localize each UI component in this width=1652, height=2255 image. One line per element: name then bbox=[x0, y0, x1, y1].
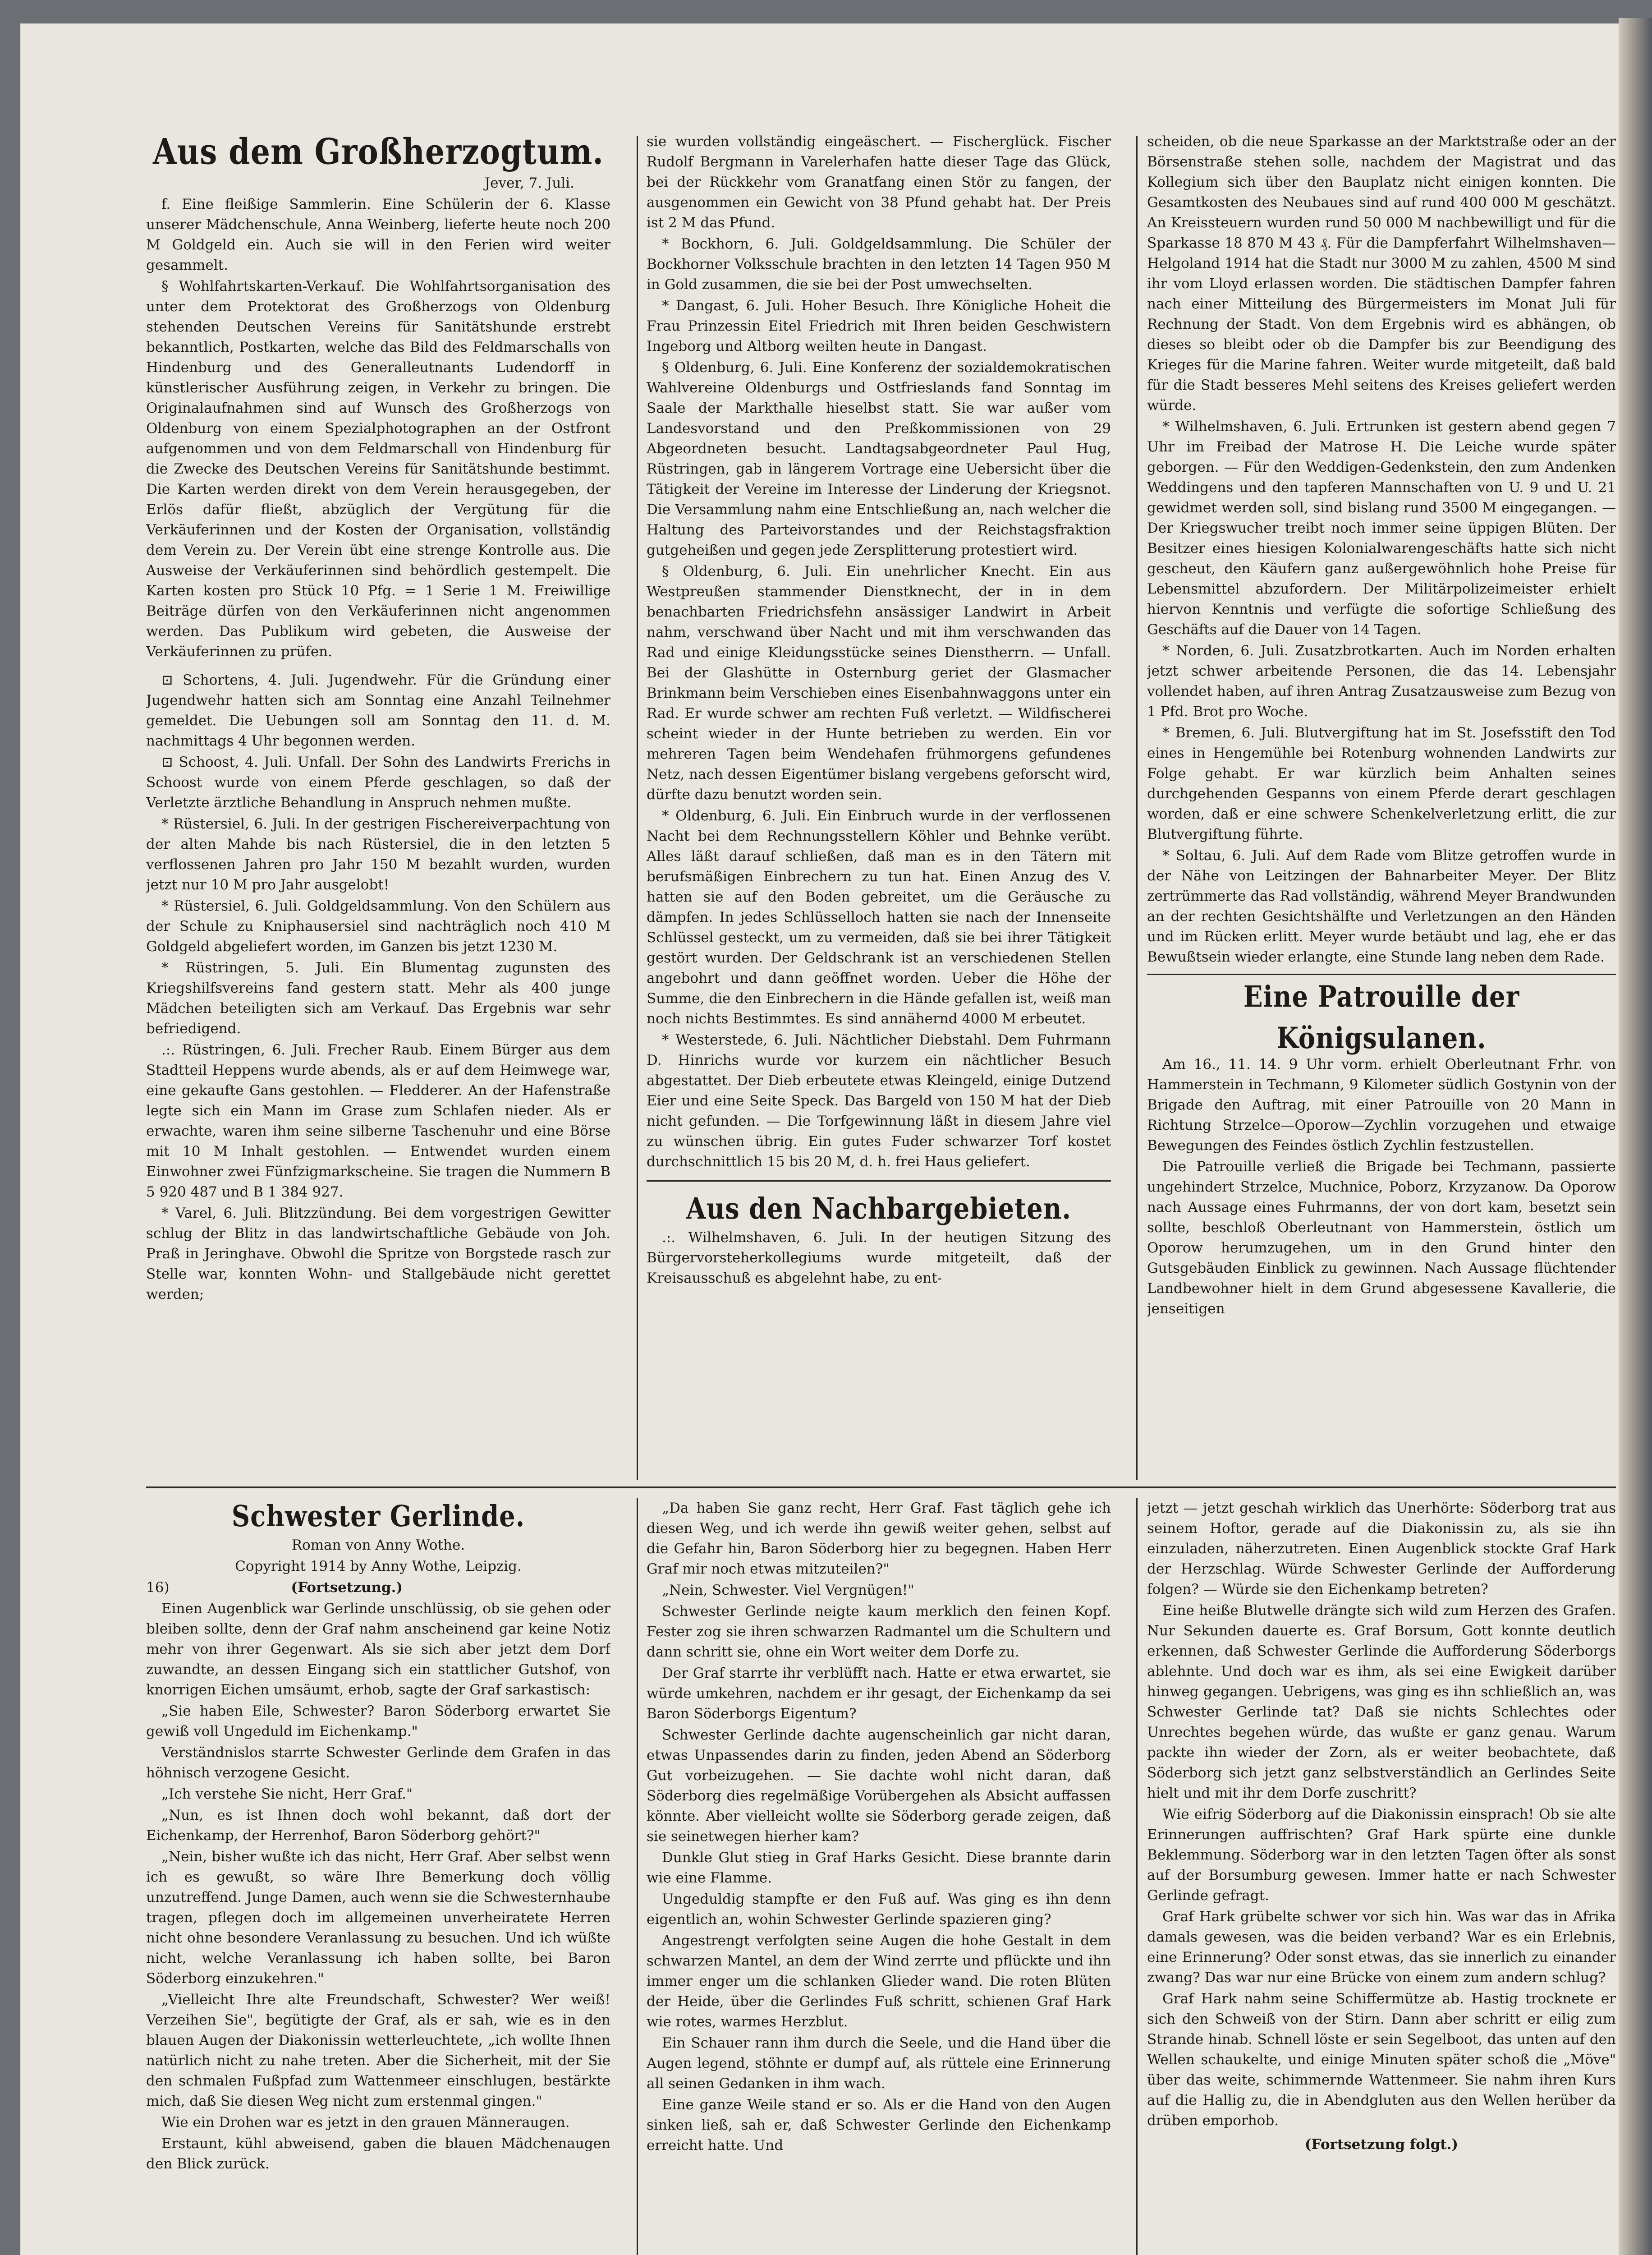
serial-paragraph: Graf Hark nahm seine Schiffermütze ab. Hastig trocknete er sich den Schweiß von der Stirn. Dann aber schritt er eilig zum Strande hinab. Schnell löste er sein Segelboot, das unten auf den Wellen schaukelte, und einige Minuten später schoß die „Möve" über das weite, schimmernde Wattenmeer. Sie nahm ihren Kurs auf die Hallig zu, die in Abendgluten aus den Wellen herüber da drüben emporhob. bbox=[1147, 1991, 1616, 2129]
serial-paragraph: Verständnislos starrte Schwester Gerlinde dem Grafen in das höhnisch verzogene Gesicht. bbox=[146, 1744, 610, 1781]
serial-author: Roman von Anny Wothe. bbox=[291, 1537, 465, 1553]
top-column-3 bbox=[1147, 132, 1616, 1480]
serial-paragraph: Wie eifrig Söderborg auf die Diakonissin einsprach! Ob sie alte Erinnerungen auffrischten? Graf Hark spürte eine dunkle Beklemmung. Söderborg war in den letzten Tagen öfter als sonst auf der Borsumburg gewesen. Immer hatte er nach Schwester Gerlinde gefragt. bbox=[1147, 1806, 1616, 1904]
serial-paragraph: Graf Hark grübelte schwer vor sich hin. Was war das in Afrika damals gewesen, was die beiden verband? War es ein Erlebnis, eine Erinnerung? Oder sonst etwas, das sie innerlich zu einander zwang? Das war nur eine Brücke von einem zum andern schlug? bbox=[1147, 1909, 1616, 1986]
article: * Rüstringen, 5. Juli. Ein Blumentag zugunsten des Kriegshilfsvereins fand gestern statt. Mehr als 400 junge Mädchen beteiligten sich am Verkauf. Das Ergebnis war sehr befriedigend. bbox=[146, 960, 610, 1037]
serial-copyright: Copyright 1914 by Anny Wothe, Leipzig. bbox=[235, 1558, 522, 1574]
serial-paragraph: „Vielleicht Ihre alte Freundschaft, Schwester? Wer weiß! Verzeihen Sie", begütigte der Graf, als er sah, wie es in den blauen Augen der Diakonissin wetterleuchtete, „ich wollte Ihnen natürlich nicht zu nahe treten. Aber die Sicherheit, mit der Sie den schmalen Fußpfad zum Wattenmeer einschlugen, bestärkte mich, daß Sie diesen Weg nicht zum erstenmal gingen." bbox=[146, 1992, 610, 2109]
serial-paragraph: „Da haben Sie ganz recht, Herr Graf. Fast täglich gehe ich diesen Weg, und ich werde ihn gewiß weiter gehen, selbst auf die Gefahr hin, Baron Söderborg hier zu begegnen. Haben Herr Graf mir noch etwas mitzuteilen?" bbox=[647, 1500, 1111, 1577]
article: * Soltau, 6. Juli. Auf dem Rade vom Blitze getroffen wurde in der Nähe von Leitzingen der Bahnarbeiter Meyer. Der Blitz zertrümmerte das Rad vollständig, während Meyer Brandwunden an der rechten Gesichtshälfte und Verletzungen an den Händen und im Rücken erlitt. Meyer wurde betäubt und lag, ehe er das Bewußtsein wieder erlangte, eine Stunde lang neben dem Rade. bbox=[1147, 847, 1616, 965]
article: * Rüstersiel, 6. Juli. In der gestrigen Fischereiverpachtung von der alten Mahde bis nach Rüstersiel, die in den letzten 5 verflossenen Jahren pro Jahr 150 M bezahlt wurden, wurden jetzt nur 10 M pro Jahr ausgelobt! bbox=[146, 816, 610, 893]
serial-column-2 bbox=[647, 1498, 1111, 2255]
section-divider bbox=[146, 1486, 1616, 1488]
article: f. Eine fleißige Sammlerin. Eine Schülerin der 6. Klasse unserer Mädchenschule, Anna Weinberg, lieferte heute noch 200 M Goldgeld ein. Auch sie will in den Ferien wird weiter gesammelt. bbox=[146, 196, 610, 273]
article: sie wurden vollständig eingeäschert. — Fischerglück. Fischer Rudolf Bergmann in Varelerhafen hatte dieser Tage das Glück, bei der Rückkehr vom Granatfang einen Stör zu fangen, der ausgenommen ein Gewicht von 38 Pfund gehabt hat. Der Preis ist 2 M das Pfund. bbox=[647, 133, 1111, 231]
serial-paragraph: Eine heiße Blutwelle drängte sich wild zum Herzen des Grafen. Nur Sekunden dauerte es. Graf Borsum, Gott konnte deutlich erkennen, daß Schwester Gerlinde die Aufforderung Söderborgs ablehnte. Und doch war es ihm, als sei eine Ewigkeit darüber hinweg gegangen. Uebrigens, was ging es ihn schließlich an, was Schwester Gerlinde tat? Daß sie nichts Schlechtes oder Unrechtes begehen würde, das wußte er ganz genau. Warum packte ihn wieder der Zorn, als er weiter beobachtete, daß Söderborg sich jetzt ganz selbstverständlich an Gerlindes Seite hielt und mit ihr dem Dorfe zuschritt? bbox=[1147, 1602, 1616, 1801]
serial-paragraph: „Ich verstehe Sie nicht, Herr Graf." bbox=[161, 1786, 413, 1802]
installment-number: 16) bbox=[146, 1579, 170, 1596]
column-divider bbox=[637, 1498, 638, 2255]
serial-paragraph: Dunkle Glut stieg in Graf Harks Gesicht. Diese brannte darin wie eine Flamme. bbox=[647, 1850, 1111, 1886]
article: * Bockhorn, 6. Juli. Goldgeldsammlung. Die Schüler der Bockhorner Volksschule brachten in den letzten 14 Tagen 950 M in Gold zusammen, die sie bei der Post umwechselten. bbox=[647, 236, 1111, 293]
column-divider bbox=[637, 136, 638, 1480]
serial-paragraph: jetzt — jetzt geschah wirklich das Unerhörte: Söderborg trat aus seinem Hoftor, gerade auf die Diakonissin zu, als sie ihn einzuladen, näherzutreten. Einen Augenblick stockte Graf Hark der Herzschlag. Würde Schwester Gerlinde der Aufforderung folgen? — Würde sie den Eichenkamp betreten? bbox=[1147, 1500, 1616, 1597]
serial-paragraph: „Sie haben Eile, Schwester? Baron Söderborg erwartet Sie gewiß voll Ungeduld im Eichenkamp." bbox=[146, 1703, 610, 1740]
continued-label: (Fortsetzung.) bbox=[291, 1579, 403, 1596]
section-heading-patrouille: Eine Patrouille der Königsulanen. bbox=[1243, 980, 1520, 1055]
serial-paragraph: Der Graf starrte ihr verblüfft nach. Hatte er etwa erwartet, sie würde umkehren, nachdem er ihr gesagt, der Eichenkamp da sei Baron Söderborgs Eigentum? bbox=[647, 1665, 1111, 1722]
article: * Oldenburg, 6. Juli. Ein Einbruch wurde in der verflossenen Nacht bei dem Rechnungsstellern Köhler und Behnke verübt. Alles läßt darauf schließen, daß man es in den Tätern mit berufsmäßigen Einbrechern zu tun hat. Einen Anzug des V. hatten sie auf den Boden gebreitet, um die Geräusche zu dämpfen. In jedes Schlüsselloch hatten sie nach der Innenseite Schlüssel gesteckt, um zu vermeiden, daß sie bei ihrer Tätigkeit gestört wurden. Der Geldschrank ist an verschiedenen Stellen angebohrt und dann geöffnet worden. Ueber die Höhe der Summe, die den Einbrechern in die Hände gefallen ist, weiß man noch nichts Bestimmtes. Es sind annähernd 4000 M erbeutet. bbox=[647, 808, 1111, 1027]
article: Am 16., 11. 14. 9 Uhr vorm. erhielt Oberleutnant Frhr. von Hammerstein in Techmann, 9 Kilometer südlich Gostynin von der Brigade den Auftrag, mit einer Patrouille von 20 Mann in Richtung Strzelce—Oporow—Zychlin vorzugehen und etwaige Bewegungen des Feindes östlich Zychlin festzustellen. bbox=[1147, 1056, 1616, 1154]
top-column-1 bbox=[146, 132, 610, 1480]
serial-paragraph: Einen Augenblick war Gerlinde unschlüssig, ob sie gehen oder bleiben sollte, denn der Graf nahm anscheinend gar keine Notiz mehr von ihrer Gegenwart. Als sie sich aber jetzt dem Dorf zuwandte, an dessen Eingang sich ein stattlicher Gutshof, von knorrigen Eichen umsäumt, erhob, sagte der Graf sarkastisch: bbox=[146, 1601, 610, 1698]
article: * Dangast, 6. Juli. Hoher Besuch. Ihre Königliche Hoheit die Frau Prinzessin Eitel Friedrich mit Ihren beiden Geschwistern Ingeborg und Altborg weilten heute in Dangast. bbox=[647, 298, 1111, 354]
section-heading-grossherzogtum: Aus dem Großherzogtum. bbox=[152, 132, 604, 173]
section-heading-nachbargebiete: Aus den Nachbargebieten. bbox=[686, 1192, 1071, 1226]
heading-rule bbox=[1147, 974, 1616, 975]
article: Die Patrouille verließ die Brigade bei Techmann, passierte ungehindert Strzelce, Muchnice, Poborz, Krzyzanow. Da Oporow nach Aussage eines Fuhrmanns, der von dort kam, besetzt sein sollte, beschloß Oberleutnant von Hammerstein, östlich um Oporow herumzugehen, um in den Grund hinter den Gutsgebäuden Einblick zu gewinnen. Nach Aussage flüchtender Landbewohner hielt in dem Grund abgesessene Kavallerie, die jenseitigen bbox=[1147, 1159, 1616, 1317]
serial-column-1 bbox=[146, 1498, 610, 2255]
serial-column-3 bbox=[1147, 1498, 1616, 2255]
article: * Westerstede, 6. Juli. Nächtlicher Diebstahl. Dem Fuhrmann D. Hinrichs wurde vor kurzem ein nächtlicher Besuch abgestattet. Der Dieb erbeutete etwas Kleingeld, einige Dutzend Eier und eine Seite Speck. Das Bargeld von 150 M hat der Dieb nicht gefunden. — Die Torfgewinnung läßt in diesem Jahre viel zu wünschen übrig. Ein gutes Fuder schwarzer Torf kostet durchschnittlich 15 bis 20 M, d. h. frei Haus geliefert. bbox=[647, 1032, 1111, 1170]
serial-title: Schwester Gerlinde. bbox=[231, 1499, 525, 1533]
page-edge-shadow bbox=[1619, 18, 1652, 2255]
article: * Norden, 6. Juli. Zusatzbrotkarten. Auch im Norden erhalten jetzt schwer arbeitende Personen, die das 14. Lebensjahr vollendet haben, auf ihren Antrag Zusatzausweise zum Bezug von 1 Pfd. Brot pro Woche. bbox=[1147, 643, 1616, 720]
serial-paragraph: „Nein, Schwester. Viel Vergnügen!" bbox=[662, 1582, 914, 1598]
top-column-2 bbox=[647, 132, 1111, 1480]
article: § Oldenburg, 6. Juli. Ein unehrlicher Knecht. Ein aus Westpreußen stammender Dienstknecht, der in in dem benachbarten Friedrichsfehn ansässiger Landwirt in Arbeit nahm, verschwand über Nacht und mit ihm verschwanden das Rad und einige Kleidungsstücke seines Dienstherrn. — Unfall. Bei der Glashütte in Osternburg geriet der Glasmacher Brinkmann beim Verschieben eines Eisenbahnwaggons unter ein Rad. Er wurde schwer am rechten Fuß verletzt. — Wildfischerei scheint wieder in der Hunte betrieben zu werden. Ein vor mehreren Tagen beim Wendehafen frühmorgens gefundenes Netz, nach dessen Eigentümer bislang vergebens geforscht wird, dürfte dazu benutzt worden sein. bbox=[647, 563, 1111, 803]
column-divider bbox=[1136, 1498, 1138, 2255]
article: § Oldenburg, 6. Juli. Eine Konferenz der sozialdemokratischen Wahlvereine Oldenburgs und Ostfrieslands fand Sonntag im Saale der Markthalle hieselbst statt. Sie war außer vom Landesvorstand und den Preßkommissionen von 29 Abgeordneten besucht. Landtagsabgeordneter Paul Hug, Rüstringen, gab in längerem Vortrage eine Uebersicht über die Tätigkeit der Vereine im Interesse der Linderung der Kriegsnot. Die Versammlung nahm eine Entschließung an, nach welcher die Haltung des Parteivorstandes und der Reichstagsfraktion gutgeheißen und gegen jede Zersplitterung protestiert wird. bbox=[647, 359, 1111, 558]
article: * Varel, 6. Juli. Blitzzündung. Bei dem vorgestrigen Gewitter schlug der Blitz in das landwirtschaftliche Gebäude von Joh. Praß in Jeringhave. Obwohl die Spritze von Borgstede rasch zur Stelle war, konnten Wohn- und Stallgebäude nicht gerettet werden; bbox=[146, 1205, 610, 1302]
article: * Bremen, 6. Juli. Blutvergiftung hat im St. Josefsstift den Tod eines in Hengemühle bei Rotenburg wohnenden Landwirts zur Folge gehabt. Er war kürzlich beim Anhalten seines durchgehenden Gespanns von einem Pferde derart geschlagen worden, daß er eine schwere Schenkelverletzung erlitt, die zur Blutvergiftung führte. bbox=[1147, 725, 1616, 842]
serial-footer: (Fortsetzung folgt.) bbox=[1304, 2136, 1459, 2153]
serial-paragraph: Angestrengt verfolgten seine Augen die hohe Gestalt in dem schwarzen Mantel, an dem der Wind zerrte und pflückte und ihn immer enger um die schlanken Glieder wand. Die roten Blüten der Heide, über die Gerlindes Fuß schritt, schienen Graf Hark wie rotes, warmes Herzblut. bbox=[647, 1933, 1111, 2030]
article: ⊡ Schoost, 4. Juli. Unfall. Der Sohn des Landwirts Frerichs in Schoost wurde von einem Pferde geschlagen, so daß der Verletzte ärztliche Behandlung in Anspruch nehmen mußte. bbox=[146, 754, 610, 811]
serial-paragraph: Eine ganze Weile stand er so. Als er die Hand von den Augen sinken ließ, sah er, daß Schwester Gerlinde den Eichenkamp erreicht hatte. Und bbox=[647, 2097, 1111, 2154]
serial-paragraph: Wie ein Drohen war es jetzt in den grauen Männeraugen. bbox=[161, 2114, 570, 2131]
serial-installment bbox=[146, 1578, 610, 1598]
article: § Wohlfahrtskarten-Verkauf. Die Wohlfahrtsorganisation des unter dem Protektorat des Großherzogs von Oldenburg stehenden Deutschen Vereins für Sanitätshunde erstrebt bekanntlich, Postkarten, welche das Bild des Feldmarschalls von Hindenburg und des Generalleutnants Ludendorff in künstlerischer Ausführung zeigen, in Verkehr zu bringen. Die Originalaufnahmen sind auf Wunsch des Großherzogs von Oldenburg von einem Spezialphotographen an der Ostfront aufgenommen und von dem Feldmarschall von Hindenburg für die Zwecke des Deutschen Vereins für Sanitätshunde bestimmt. Die Karten werden direkt von dem Verein herausgegeben, der Erlös dafür fließt, abzüglich der Vergütung für die Verkäuferinnen und der Kosten der Organisation, vollständig dem Verein zu. Der Verein übt eine strenge Kontrolle aus. Die Ausweise der Verkäuferinnen sind behördlich gestempelt. Die Karten kosten pro Stück 10 Pfg. = 1 Serie 1 M. Freiwillige Beiträge dürfen von den Verkäuferinnen nicht angenommen werden. Das Publikum wird gebeten, die Ausweise der Verkäuferinnen zu prüfen. bbox=[146, 278, 610, 660]
article: .:. Rüstringen, 6. Juli. Frecher Raub. Einem Bürger aus dem Stadtteil Heppens wurde abends, als er auf dem Heimwege war, eine gekaufte Gans gestohlen. — Fledderer. An der Hafenstraße legte sich ein Mann im Grase zum Schlafen nieder. Als er erwachte, waren ihm seine silberne Taschenuhr und eine Börse mit 10 M Inhalt gestohlen. — Entwendet wurden einem Einwohner zwei Fünfzigmarkscheine. Sie tragen die Nummern B 5 920 487 und B 1 384 927. bbox=[146, 1042, 610, 1200]
serial-paragraph: „Nein, bisher wußte ich das nicht, Herr Graf. Aber selbst wenn ich es gewußt, so wäre Ihre Bemerkung doch völlig unzutreffend. Junge Damen, auch wenn sie die Schwesternhaube tragen, pflegen doch im allgemeinen unverheiratete Herren nicht ohne besondere Veranlassung zu besuchen. Und ich wüßte nicht, welche Veranlassung ich haben sollte, bei Baron Söderborg einzukehren." bbox=[146, 1849, 610, 1987]
article: scheiden, ob die neue Sparkasse an der Marktstraße oder an der Börsenstraße stehen solle, nachdem der Magistrat und das Kollegium sich über den Bauplatz nicht einigen konnten. Die Gesamtkosten des Neubaues sind auf rund 400 000 M geschätzt. An Kreissteuern wurden rund 50 000 M nachbewilligt und für die Sparkasse 18 870 M 43 ₰. Für die Dampferfahrt Wilhelmshaven—Helgoland 1914 hat die Stadt nur 3000 M zu zahlen, 4500 M sind ihr vom Lloyd erlassen worden. Die städtischen Dampfer fahren nach einer Mitteilung des Bürgermeisters im Monat Juli für Rechnung der Stadt. Von dem Ergebnis wird es abhängen, ob dieses so bleibt oder ob die Dampfer bis zur Beendigung des Krieges für die Marine fahren. Weiter wurde mitgeteilt, daß bald für die Stadt besseres Mehl seitens des Kreises geliefert werden würde. bbox=[1147, 133, 1616, 414]
heading-rule bbox=[647, 1180, 1111, 1182]
article: * Rüstersiel, 6. Juli. Goldgeldsammlung. Von den Schülern aus der Schule zu Kniphausersiel sind nachträglich noch 410 M Goldgeld abgeliefert worden, im Ganzen bis jetzt 1230 M. bbox=[146, 898, 610, 955]
serial-paragraph: Ungeduldig stampfte er den Fuß auf. Was ging es ihn denn eigentlich an, wohin Schwester Gerlinde spazieren ging? bbox=[647, 1891, 1111, 1928]
newspaper-page bbox=[20, 23, 1625, 2255]
serial-paragraph: Schwester Gerlinde neigte kaum merklich den feinen Kopf. Fester zog sie ihren schwarzen Radmantel um die Schultern und dann schritt sie, ohne ein Wort weiter dem Dorfe zu. bbox=[647, 1603, 1111, 1660]
serial-paragraph: „Nun, es ist Ihnen doch wohl bekannt, daß dort der Eichenkamp, der Herrenhof, Baron Söderborg gehört?" bbox=[146, 1807, 610, 1844]
article: * Wilhelmshaven, 6. Juli. Ertrunken ist gestern abend gegen 7 Uhr im Freibad der Matrose H. Die Leiche wurde später geborgen. — Für den Weddigen-Gedenkstein, den zum Andenken Weddingens und den tapferen Mannschaften von U. 9 und U. 21 gewidmet werden soll, sind bislang rund 3500 M eingegangen. — Der Kriegswucher treibt noch immer seine üppigen Blüten. Der Besitzer eines hiesigen Kolonialwarengeschäfts hatte sich nicht gescheut, den Käufern ganz außergewöhnlich hohe Preise für Lebensmittel abzufordern. Der Militärpolizeimeister erhielt hiervon Kenntnis und verfügte die sofortige Schließung des Geschäfts auf die Dauer von 14 Tagen. bbox=[1147, 419, 1616, 638]
article: ⊡ Schortens, 4. Juli. Jugendwehr. Für die Gründung einer Jugendwehr hatten sich am Sonntag eine Anzahl Teilnehmer gemeldet. Die Uebungen soll am Sonntag den 11. d. M. nachmittags 4 Uhr begonnen werden. bbox=[146, 672, 610, 749]
dateline: Jever, 7. Juli. bbox=[484, 175, 574, 191]
column-divider bbox=[1136, 136, 1138, 1480]
article: .:. Wilhelmshaven, 6. Juli. In der heutigen Sitzung des Bürgervorsteherkollegiums wurde mitgeteilt, daß der Kreisausschuß es abgelehnt habe, zu ent- bbox=[647, 1229, 1111, 1286]
serial-paragraph: Erstaunt, kühl abweisend, gaben die blauen Mädchenaugen den Blick zurück. bbox=[146, 2135, 610, 2172]
serial-paragraph: Schwester Gerlinde dachte augenscheinlich gar nicht daran, etwas Unpassendes darin zu finden, jeden Abend an Söderborg Gut vorbeizugehen. — Sie dachte wohl nicht daran, daß Söderborg dies regelmäßige Vorübergehen als Absicht auffassen könnte. Aber vielleicht wollte sie Söderborg gerade zeigen, daß sie seinetwegen hierher kam? bbox=[647, 1727, 1111, 1845]
serial-paragraph: Ein Schauer rann ihm durch die Seele, und die Hand über die Augen legend, stöhnte er dumpf auf, als rüttele eine Erinnerung all seinen Gedanken in ihm wach. bbox=[647, 2035, 1111, 2092]
